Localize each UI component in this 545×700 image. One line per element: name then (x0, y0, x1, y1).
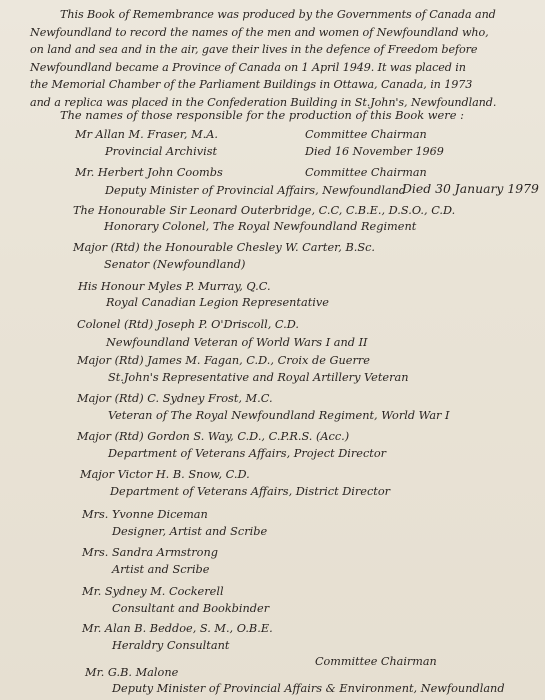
credit-name: Mrs. Sandra Armstrong (82, 546, 218, 559)
credit-role: Royal Canadian Legion Representative (106, 296, 329, 309)
credit-role: Heraldry Consultant (112, 639, 230, 652)
credit-role: Newfoundland Veteran of World Wars I and II (106, 336, 368, 349)
credit-role: Artist and Scribe (112, 563, 210, 576)
credit-name: Mr. G.B. Malone (85, 666, 179, 679)
credit-role: Designer, Artist and Scribe (112, 525, 268, 538)
credit-role: Provincial Archivist (105, 145, 218, 158)
credit-role: St.John's Representative and Royal Artillery Veteran (108, 371, 409, 384)
credit-role: Department of Veterans Affairs, Project Director (108, 447, 387, 460)
credit-name: Mrs. Yvonne Diceman (82, 508, 208, 521)
credit-role: Honorary Colonel, The Royal Newfoundland Regiment (104, 220, 417, 233)
credit-name: Colonel (Rtd) Joseph P. O'Driscoll, C.D. (77, 318, 299, 331)
credit-name: Mr. Herbert John Coombs (75, 166, 223, 179)
intro-line: and a replica was placed in the Confederation Building in St.John's, Newfoundland. (30, 95, 497, 109)
credit-role: Senator (Newfoundland) (104, 258, 246, 271)
credit-note: Committee Chairman (305, 128, 427, 141)
credit-name: His Honour Myles P. Murray, Q.C. (78, 280, 271, 293)
intro-line: on land and sea and in the air, gave their lives in the defence of Freedom before (30, 43, 478, 56)
introduction-paragraph (30, 6, 535, 111)
credit-role: Consultant and Bookbinder (112, 602, 270, 615)
credit-note: Died 16 November 1969 (305, 145, 444, 158)
credit-name: Mr. Alan B. Beddoe, S. M., O.B.E. (82, 622, 273, 635)
credits-heading: The names of those responsible for the production of this Book were : (60, 108, 464, 122)
intro-line: Newfoundland to record the names of the men and women of Newfoundland who, (30, 25, 489, 39)
credit-note: Committee Chairman (315, 655, 437, 668)
credit-name: Major (Rtd) Gordon S. Way, C.D., C.P.R.S. (Acc.) (77, 430, 350, 443)
credit-name: Mr Allan M. Fraser, M.A. (75, 128, 218, 141)
credit-role: Deputy Minister of Provincial Affairs, Newfoundland (105, 184, 407, 197)
credit-name: Mr. Sydney M. Cockerell (82, 585, 224, 598)
credit-name: Major Victor H. B. Snow, C.D. (80, 468, 250, 481)
intro-line: This Book of Remembrance was produced by the Governments of Canada and (60, 8, 496, 21)
credit-note: Committee Chairman (305, 166, 427, 179)
credit-role: Deputy Minister of Provincial Affairs & Environment, Newfoundland (112, 682, 505, 695)
credit-name: Major (Rtd) the Honourable Chesley W. Carter, B.Sc. (73, 241, 376, 254)
credit-name: Major (Rtd) C. Sydney Frost, M.C. (77, 392, 273, 405)
credit-note: Died 30 January 1979 (402, 181, 539, 196)
intro-line: the Memorial Chamber of the Parliament Buildings in Ottawa, Canada, in 1973 (30, 78, 473, 91)
credit-name: The Honourable Sir Leonard Outerbridge, C.C, C.B.E., D.S.O., C.D. (73, 204, 456, 217)
credit-name: Major (Rtd) James M. Fagan, C.D., Croix de Guerre (77, 354, 370, 367)
credit-role: Department of Veterans Affairs, District Director (110, 485, 391, 498)
intro-line: Newfoundland became a Province of Canada on 1 April 1949. It was placed in (30, 60, 466, 74)
credit-role: Veteran of The Royal Newfoundland Regiment, World War I (108, 409, 450, 422)
